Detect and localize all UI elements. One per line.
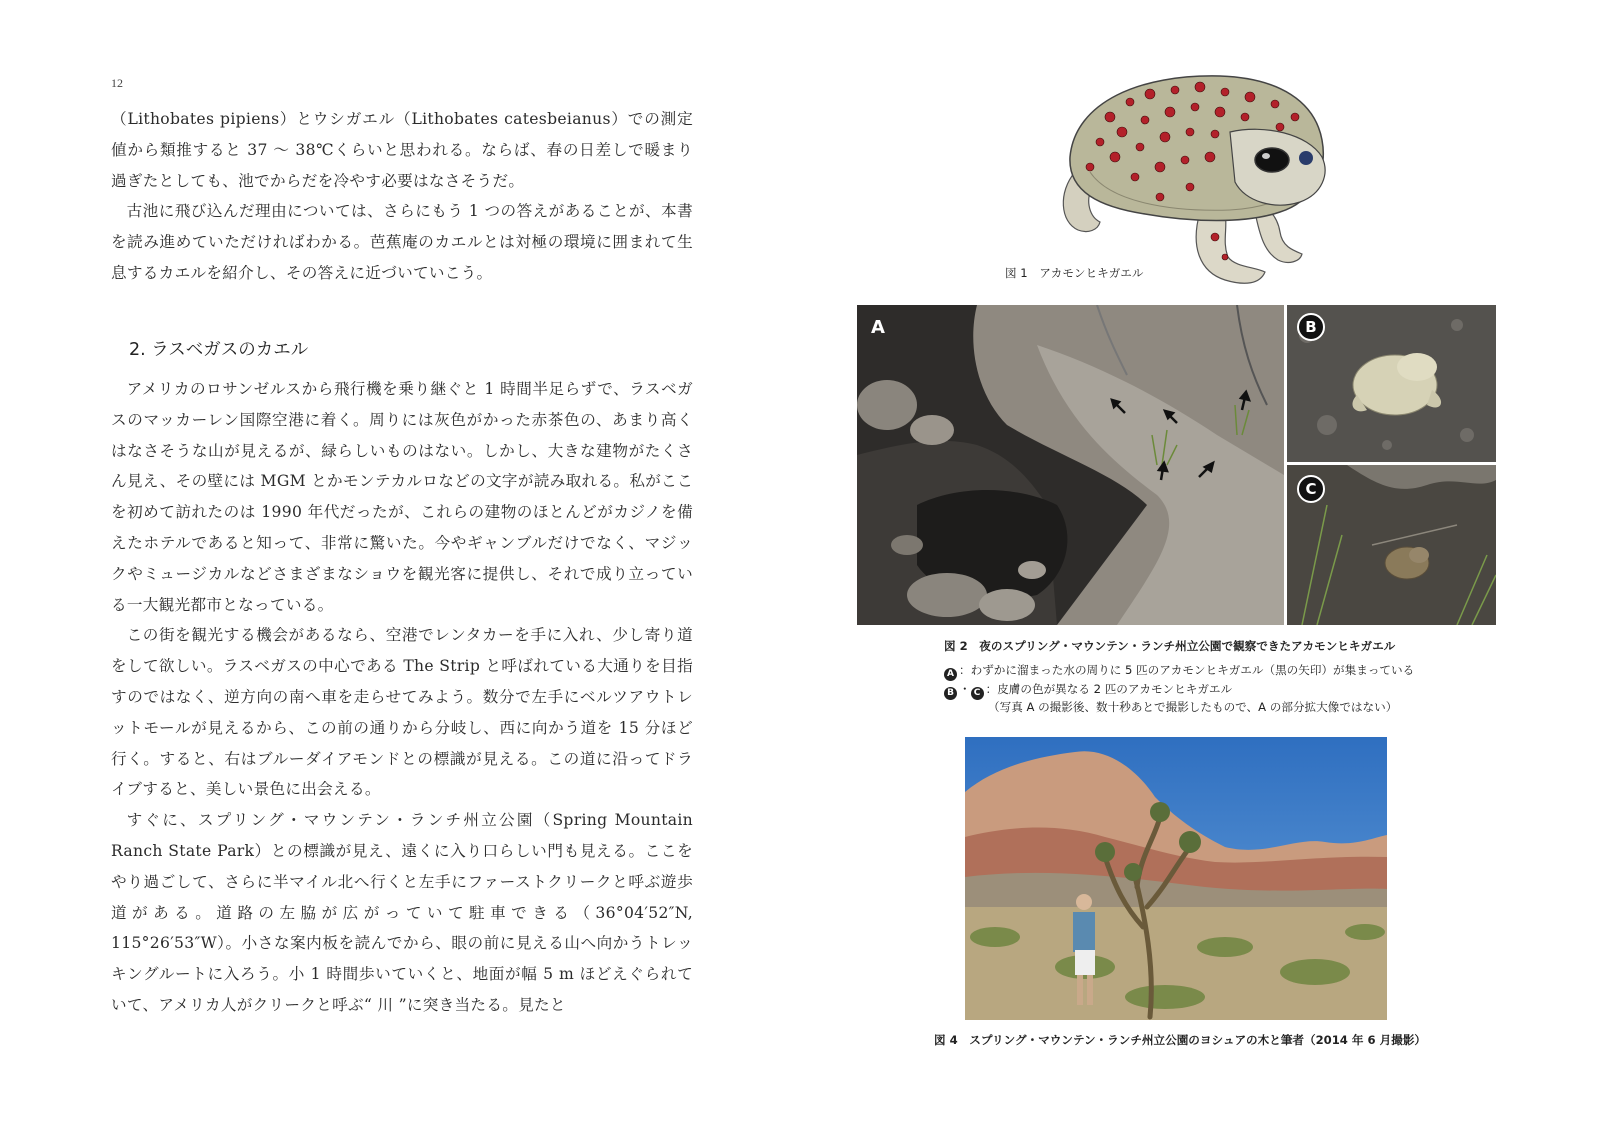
figure-4-landscape-photo xyxy=(965,737,1387,1020)
caption-separator: ・ xyxy=(959,682,971,696)
caption-marker-b: B xyxy=(944,687,957,700)
section-text xyxy=(111,374,693,1021)
caption-marker-c: C xyxy=(971,687,984,700)
figure-2-caption-title: 図 2 夜のスプリング・マウンテン・ランチ州立公園で観察できたアカモンヒキガエル xyxy=(944,639,1396,653)
figure-2-caption-bc xyxy=(944,681,1232,700)
figure-2-photo-c xyxy=(1287,465,1496,625)
panel-label-b: B xyxy=(1297,313,1325,341)
section-paragraph-1: アメリカのロサンゼルスから飛行機を乗り継ぐと 1 時間半足らずで、ラスベガスのマッカーレン国際空港に着く。周りには灰色がかった赤茶色の、あまり高くはなさそうな山が見えるが、緑らしいものはない。しかし、大きな建物がたくさん見え、その壁には MGM とかモンテカルロなどの文字が読み取れる。私がここを初めて訪れたのは 1990 年代だったが、これらの建物のほとんどがカジノを備えたホテルであると知って、非常に驚いた。今やギャンブルだけでなく、マジックやミュージカルなどさまざまなショウを観光客に提供し、それで成り立っている一大観光都市となっている。 xyxy=(111,380,693,614)
intro-paragraph-1: （Lithobates pipiens）とウシガエル（Lithobates catesbeianus）での測定値から類推すると 37 〜 38℃くらいと思われる。ならば、春の日差しで暖まり過ぎたとしても、池でからだを冷やす必要はなさそうだ。 xyxy=(111,110,693,190)
intro-text xyxy=(111,104,693,289)
section-heading: 2. ラスベガスのカエル xyxy=(129,340,309,360)
figure-2-photo-a xyxy=(857,305,1284,625)
figure-2-caption-note: （写真 A の撮影後、数十秒あとで撮影したもので、A の部分拡大像ではない） xyxy=(988,700,1398,714)
panel-label-a: A xyxy=(871,317,885,338)
toad-illustration-icon xyxy=(1050,62,1340,297)
section-paragraph-3: すぐに、スプリング・マウンテン・ランチ州立公園（Spring Mountain Ranch State Park）との標識が見え、遠くに入り口らしい門も見える。ここをやり過ごして、さらに半マイル北へ行くと左手にファーストクリークと呼ぶ遊歩道がある。道路の左脇が広がっていて駐車できる（36°04′52″N, 115°26′53″W）。小さな案内板を読んでから、眼の前に見える山へ向かうトレッキングルートに入ろう。小 1 時間歩いていくと、地面が幅 5 m ほどえぐられていて、アメリカ人がクリークと呼ぶ“ 川 ”に突き当たる。見たと xyxy=(111,811,693,1014)
figure-1-toad-illustration xyxy=(1050,62,1340,297)
right-page xyxy=(800,0,1600,1135)
intro-paragraph-2: 古池に飛び込んだ理由については、さらにもう 1 つの答えがあることが、本書を読み進めていただければわかる。芭蕉庵のカエルとは対極の環境に囲まれて生息するカエルを紹介し、その答えに近づいていこう。 xyxy=(111,202,693,282)
figure-2-photo-b xyxy=(1287,305,1496,462)
page-number: 12 xyxy=(111,76,123,90)
caption-marker-a: A xyxy=(944,668,957,681)
figure-1-caption: 図 1 アカモンヒキガエル xyxy=(1005,266,1144,280)
panel-label-c: C xyxy=(1297,475,1325,503)
section-paragraph-2: この街を観光する機会があるなら、空港でレンタカーを手に入れ、少し寄り道をして欲しい。ラスベガスの中心である The Strip と呼ばれている大通りを目指すのではなく、逆方向の南へ車を走らせてみよう。数分で左手にベルツアウトレットモールが見えるから、この前の通りから分岐し、西に向かう道を 15 分ほど行く。すると、右はブルーダイアモンドとの標識が見える。この道に沿ってドライブすると、美しい景色に出会える。 xyxy=(111,626,693,799)
figure-2-caption-a xyxy=(944,662,1414,681)
caption-bc-text: ：皮膚の色が異なる 2 匹のアカモンヒキガエル xyxy=(985,682,1233,696)
figure-4-caption: 図 4 スプリング・マウンテン・ランチ州立公園のヨシュアの木と筆者（2014 年 6 月撮影） xyxy=(934,1033,1427,1047)
caption-a-text: ：わずかに溜まった水の周りに 5 匹のアカモンヒキガエル（黒の矢印）が集まっている xyxy=(959,663,1415,677)
